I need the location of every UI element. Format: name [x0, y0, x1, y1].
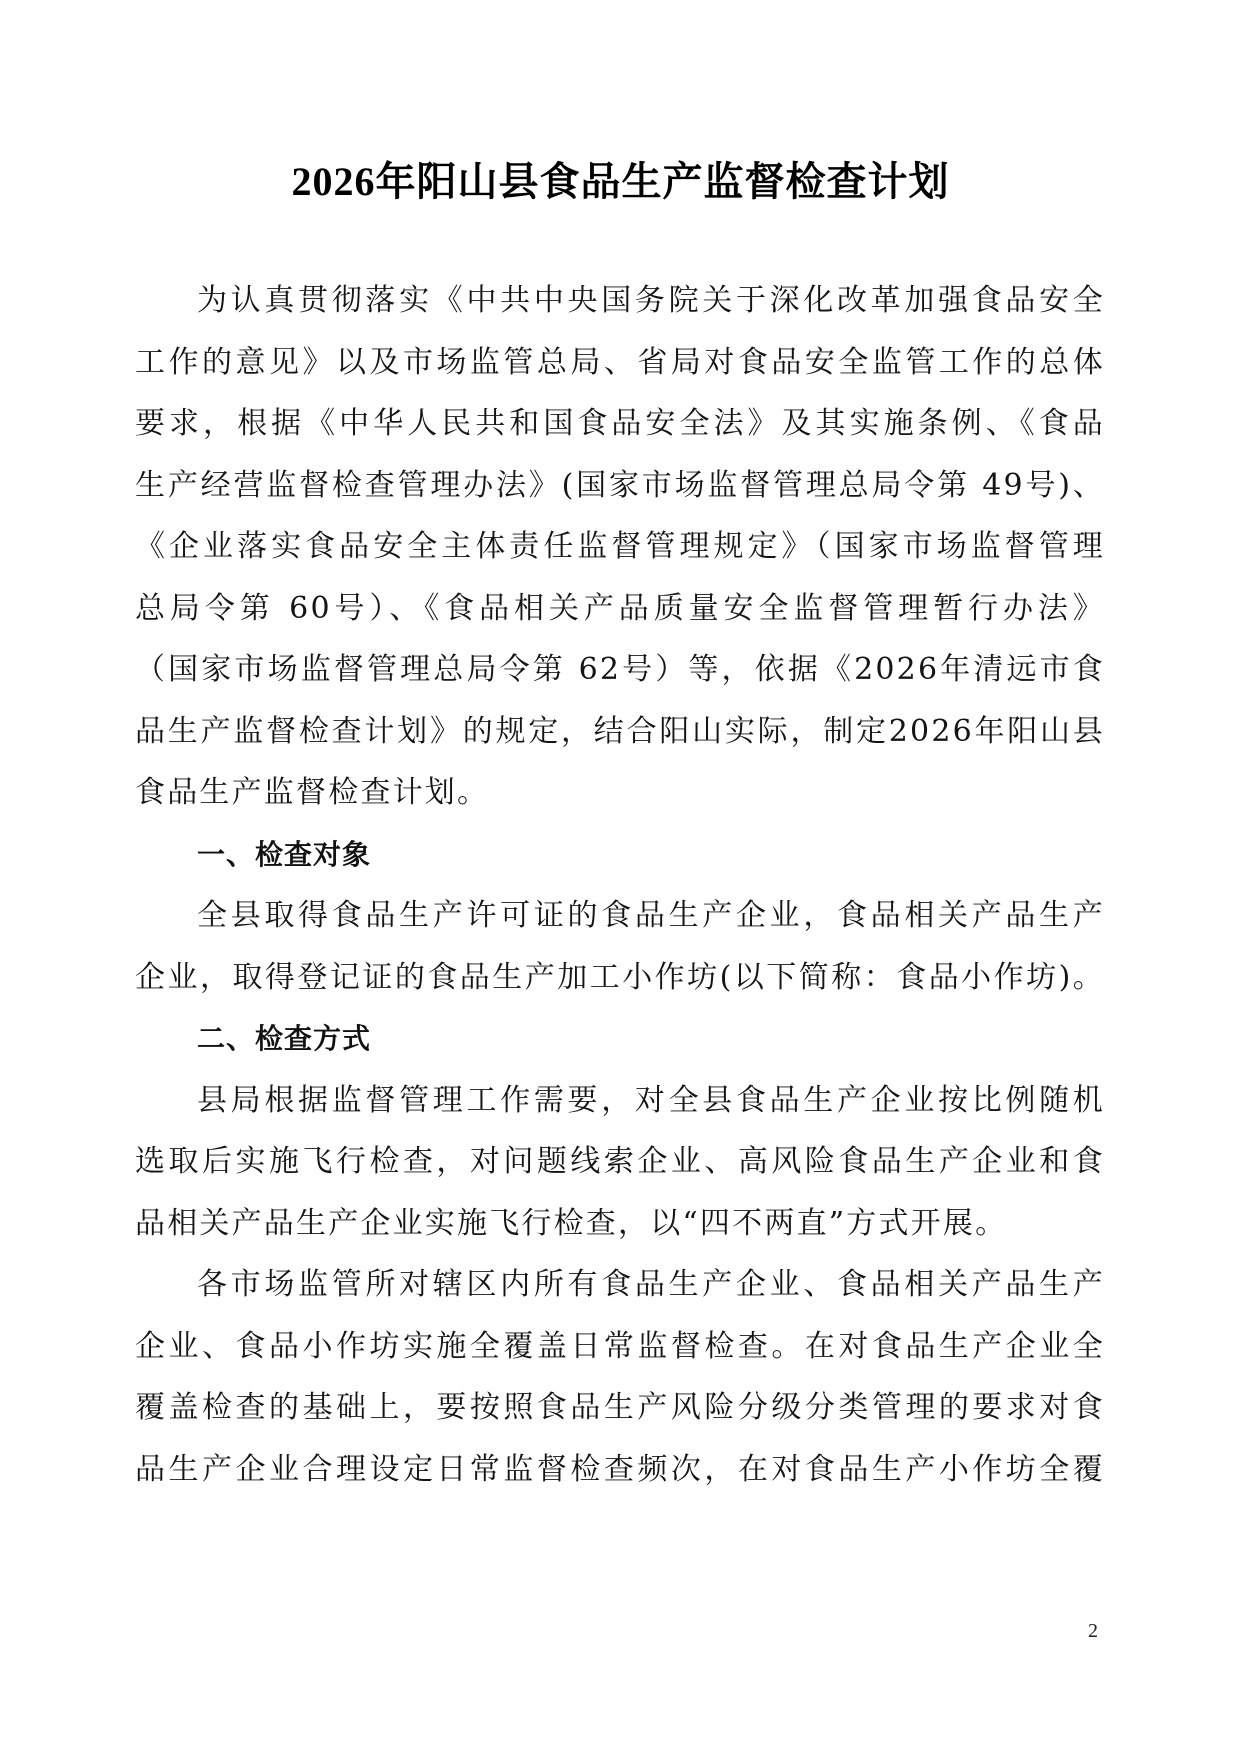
section2-line: 品相关产品生产企业实施飞行检查，以“四不两直”方式开展。: [135, 1205, 1008, 1241]
section-heading-inspection-targets: 一、检查对象: [197, 837, 372, 871]
intro-line: 生产经营监督检查管理办法》(国家市场监督管理总局令第 49号)、: [135, 467, 1105, 503]
intro-line: 要求，根据《中华人民共和国食品安全法》及其实施条例、《食品: [135, 406, 1105, 441]
intro-line: 《企业落实食品安全主体责任监督管理规定》（国家市场监督管理: [135, 529, 1105, 564]
intro-line: （国家市场监督管理总局令第 62号）等，依据《2026年清远市食: [135, 652, 1105, 687]
section1-line: 企业，取得登记证的食品生产加工小作坊(以下简称：食品小作坊)。: [135, 959, 1105, 995]
intro-line: 食品生产监督检查计划。: [135, 775, 490, 810]
page-number: 2: [1088, 1620, 1098, 1642]
document-body: [135, 270, 1105, 1500]
section-heading-inspection-method: 二、检查方式: [197, 1022, 372, 1055]
section2-line: 县局根据监督管理工作需要，对全县食品生产企业按比例随机: [197, 1082, 1105, 1118]
section2-line: 覆盖检查的基础上，要按照食品生产风险分级分类管理的要求对食: [135, 1390, 1105, 1425]
document-title: 2026年阳山县食品生产监督检查计划: [291, 159, 950, 204]
intro-line: 工作的意见》以及市场监管总局、省局对食品安全监管工作的总体: [135, 344, 1105, 380]
section2-line: 企业、食品小作坊实施全覆盖日常监督检查。在对食品生产企业全: [135, 1328, 1105, 1364]
section2-line: 选取后实施飞行检查，对问题线索企业、高风险食品生产企业和食: [135, 1144, 1105, 1179]
intro-line: 总局令第 60号）、《食品相关产品质量安全监督管理暂行办法》: [135, 590, 1105, 626]
section2-line: 各市场监管所对辖区内所有食品生产企业、食品相关产品生产: [197, 1267, 1105, 1302]
intro-line: 为认真贯彻落实《中共中央国务院关于深化改革加强食品安全: [197, 283, 1105, 318]
intro-line: 品生产监督检查计划》的规定，结合阳山实际，制定2026年阳山县: [135, 713, 1105, 749]
section1-line: 全县取得食品生产许可证的食品生产企业，食品相关产品生产: [197, 898, 1105, 933]
section2-line: 品生产企业合理设定日常监督检查频次，在对食品生产小作坊全覆: [135, 1451, 1105, 1487]
